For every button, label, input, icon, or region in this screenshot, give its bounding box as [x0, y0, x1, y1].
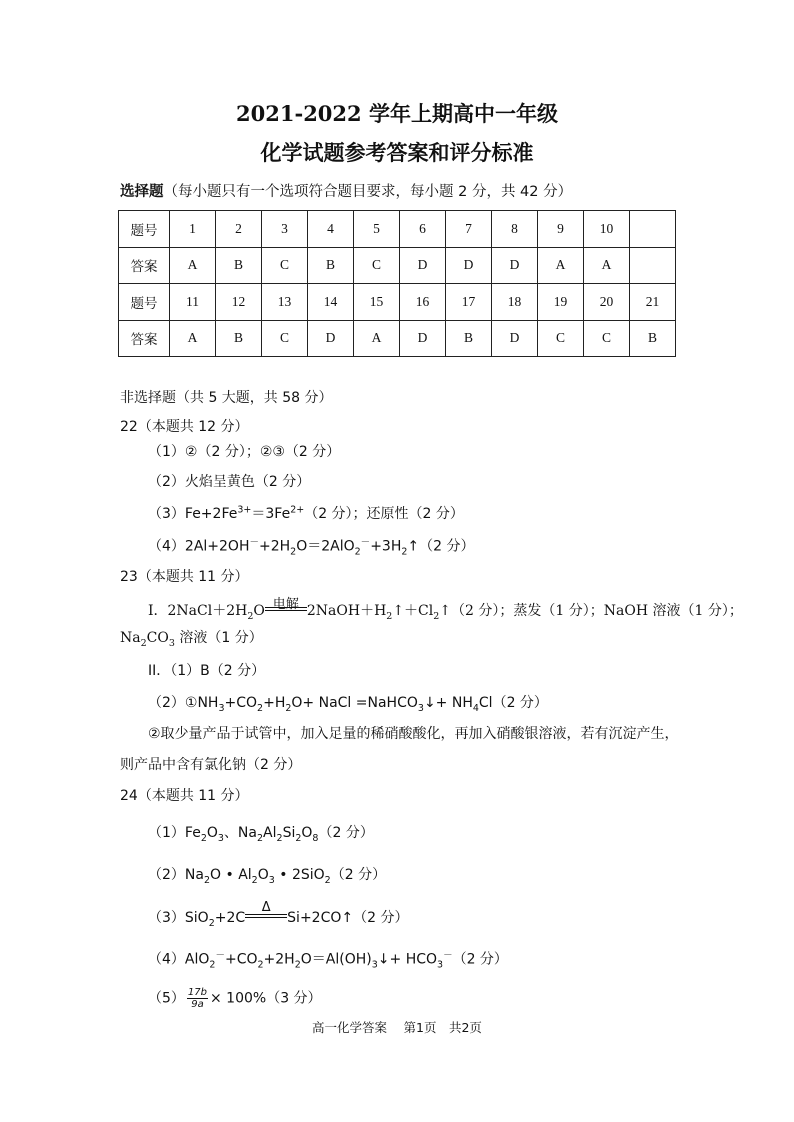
table-cell: D: [492, 247, 538, 284]
table-cell: 13: [262, 284, 308, 321]
answer-table: [118, 210, 676, 357]
table-cell: 9: [538, 211, 584, 248]
nonchoice-heading: 非选择题（共 5 大题，共 58 分）: [120, 390, 333, 406]
table-cell: 12: [216, 284, 262, 321]
fraction: $\frac{17b}{9a}$: [187, 987, 207, 1010]
table-cell: 17: [446, 284, 492, 321]
table-cell: C: [262, 320, 308, 357]
q23-part2-answer-1: II．（1）B（2 分）: [148, 663, 266, 679]
table-cell: 7: [446, 211, 492, 248]
page-footer: 高一化学答案 第1页 共2页: [312, 1020, 482, 1035]
table-cell: D: [308, 320, 354, 357]
table-cell: 20: [584, 284, 630, 321]
choice-section-heading: [120, 180, 572, 201]
q22-answer-1: （1）②（2 分）；②③（2 分）: [148, 444, 341, 460]
table-cell: 3: [262, 211, 308, 248]
table-cell: B: [446, 320, 492, 357]
table-row-header: 答案: [119, 247, 170, 284]
table-cell: 11: [170, 284, 216, 321]
table-cell: A: [538, 247, 584, 284]
table-cell: B: [216, 247, 262, 284]
document-subtitle: 化学试题参考答案和评分标准: [260, 140, 534, 165]
q23-part2-answer-2: $(2)①NH_3+CO_2+H_2O+$ NaCl =NaHCO$_3$↓+ $NH_4Cl(2$ 分）: [148, 695, 548, 714]
table-cell: B: [308, 247, 354, 284]
heating-condition: Δ: [245, 914, 287, 922]
table-cell: A: [170, 247, 216, 284]
table-row: [119, 211, 676, 248]
table-cell: 16: [400, 284, 446, 321]
q24-answer-5: （5） $\frac{17b}{9a}$ × 100%（3 分）: [148, 987, 322, 1010]
table-row-header: 答案: [119, 320, 170, 357]
q23-part2-answer-3-continued: 则产品中含有氯化钠（2 分）: [120, 757, 302, 773]
choice-section-label: 选择题: [120, 184, 164, 200]
q22-answer-2: （2）火焰呈黄色（2 分）: [148, 474, 311, 490]
q22-answer-3: $(3)Fe+2Fe^{3+}=3Fe^{2+}(2$ 分）；还原性（2 分）: [148, 504, 464, 522]
table-cell: D: [400, 247, 446, 284]
table-cell: B: [630, 320, 676, 357]
q22-answer-4: $(4)2Al+2OH^-+2H_2O=2AlO_2^-+3H_2↑(2$ 分）: [148, 537, 475, 558]
q24-heading: 24（本题共 11 分）: [120, 788, 249, 804]
table-cell: A: [584, 247, 630, 284]
table-cell: 15: [354, 284, 400, 321]
table-cell: [630, 247, 676, 284]
table-cell: 6: [400, 211, 446, 248]
q23-heading: 23（本题共 11 分）: [120, 569, 249, 585]
table-cell: D: [446, 247, 492, 284]
table-row-header: 题号: [119, 284, 170, 321]
table-row-header: 题号: [119, 211, 170, 248]
q23-part1-continued: $Na_2CO_3$ 溶液（1 分）: [120, 630, 263, 649]
table-cell: 19: [538, 284, 584, 321]
table-cell: A: [170, 320, 216, 357]
document-title: 2021-2022 学年上期高中一年级: [236, 101, 558, 126]
table-cell: D: [400, 320, 446, 357]
table-row: [119, 320, 676, 357]
table-cell: C: [262, 247, 308, 284]
table-cell: C: [538, 320, 584, 357]
q23-part1: I．$2NaCl+2H_2O$ 电解 $2NaOH+H_2↑+Cl_2↑(2$ 分）；蒸发（1 分）；NaOH 溶液（1 分）；: [148, 597, 743, 622]
table-cell: B: [216, 320, 262, 357]
choice-section-note: （每小题只有一个选项符合题目要求，每小题 2 分，共 42 分）: [163, 184, 573, 200]
electrolysis-condition: 电解: [265, 607, 307, 615]
table-cell: C: [354, 247, 400, 284]
q24-answer-3: （3）SiO$_2$+2C Δ Si+2CO↑（2 分）: [148, 900, 409, 929]
table-cell: [630, 211, 676, 248]
q22-heading: 22（本题共 12 分）: [120, 419, 249, 435]
table-cell: 1: [170, 211, 216, 248]
q24-answer-1: $(1)Fe_2O_3$、$Na_2Al_2Si_2O_8(2$ 分）: [148, 825, 374, 844]
q23-part2-answer-3: ②取少量产品于试管中，加入足量的稀硝酸酸化，再加入硝酸银溶液，若有沉淀产生，: [148, 726, 679, 742]
table-row: [119, 284, 676, 321]
q24-answer-2: $(2)Na_2O$ • $Al_2O_3$ • 2SiO$_2$（2 分）: [148, 867, 387, 886]
table-cell: 5: [354, 211, 400, 248]
table-cell: C: [584, 320, 630, 357]
table-row: [119, 247, 676, 284]
table-cell: 14: [308, 284, 354, 321]
table-cell: A: [354, 320, 400, 357]
table-cell: 2: [216, 211, 262, 248]
table-cell: 4: [308, 211, 354, 248]
q24-answer-4: $(4)AlO_2^-+CO_2+2H_2O=Al(OH)_3↓+ HCO_3^-(2$ 分）: [148, 950, 508, 971]
table-cell: 10: [584, 211, 630, 248]
table-cell: 21: [630, 284, 676, 321]
table-cell: 18: [492, 284, 538, 321]
table-cell: D: [492, 320, 538, 357]
table-cell: 8: [492, 211, 538, 248]
